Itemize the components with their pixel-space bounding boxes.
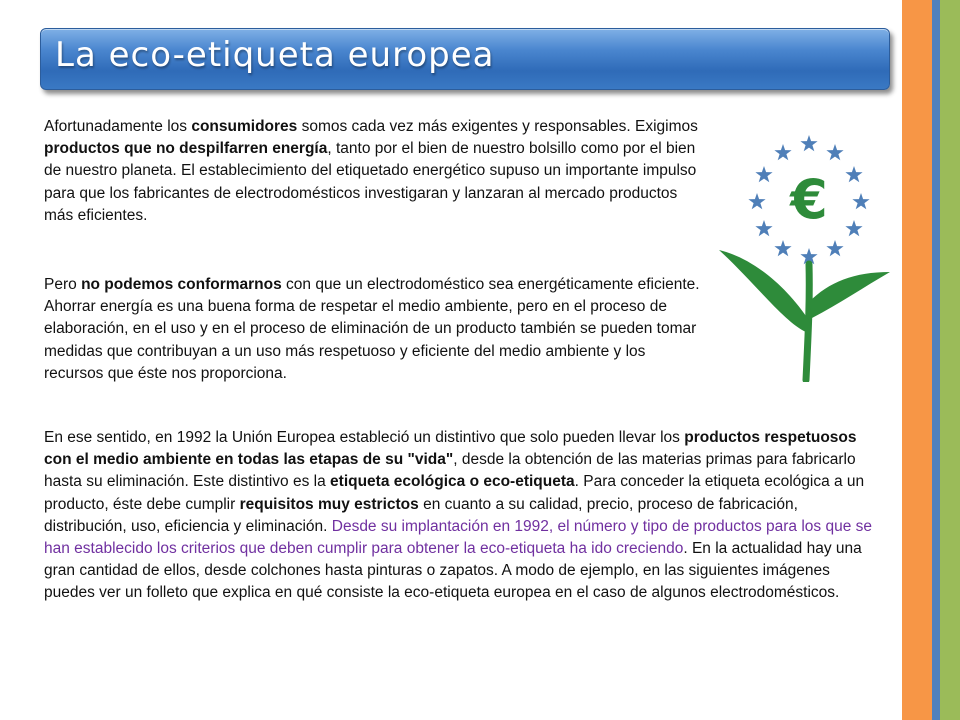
bold-run: requisitos muy estrictos bbox=[239, 495, 419, 513]
stem-and-leaves bbox=[719, 250, 890, 380]
bold-run: productos que no despilfarren energía bbox=[44, 140, 328, 158]
bold-run: etiqueta ecológica o eco-etiqueta bbox=[330, 473, 575, 491]
text-run: en cuanto a su calidad, precio, proceso de fabricación, distribución, uso, eficiencia y eliminación. bbox=[44, 495, 798, 535]
eu-flower-icon bbox=[714, 132, 894, 382]
text-run: . En la actualidad hay una gran cantidad de ellos, desde colchones hasta pinturas o zapatos. A modo de ejemplo, en las siguientes imágenes puedes ver un folleto que explica en qué consiste la eco-etiqueta europea en el caso de algunos electrodomésticos. bbox=[44, 540, 862, 602]
paragraph-not-conform bbox=[44, 274, 704, 385]
decor-stripe-green bbox=[940, 0, 960, 720]
text-run: Afortunadamente los bbox=[44, 118, 192, 135]
paragraph-eu-1992 bbox=[44, 427, 880, 605]
text-run: Pero bbox=[44, 276, 82, 293]
bold-run: consumidores bbox=[191, 118, 298, 135]
text-run: somos cada vez más exigentes y responsables. Exigimos bbox=[297, 118, 698, 135]
decor-stripe-orange bbox=[902, 0, 932, 720]
text-run: con que un electrodoméstico sea energéticamente eficiente. Ahorrar energía es una buena forma de respetar el medio ambiente, pero en el proceso de elaboración, en el uso y en el proceso de eliminación de un producto también se pueden tomar medidas que contribuyan a un uso más respetuoso y eficiente del medio ambiente y los recursos que éste nos proporciona. bbox=[44, 276, 700, 382]
text-run: En ese sentido, en 1992 la Unión Europea estableció un distintivo que solo pueden llevar los bbox=[44, 429, 685, 446]
highlight-run: Desde su implantación en 1992, el número y tipo de productos para los que se han establecido los criterios que deben cumplir para obtener la eco-etiqueta ha ido creciendo bbox=[44, 517, 873, 558]
euro-letter: € bbox=[790, 168, 828, 231]
paragraph-consumers bbox=[44, 116, 704, 227]
title-banner bbox=[40, 28, 890, 90]
text-run: . Para conceder la etiqueta ecológica a un producto, éste debe cumplir bbox=[44, 473, 865, 513]
text-run: , tanto por el bien de nuestro bolsillo como por el bien de nuestro planeta. El establecimiento del etiquetado energético supuso un importante impulso para que los fabricantes de electrodomésticos investigaran y lanzaran al mercado productos más eficientes. bbox=[44, 140, 697, 224]
bold-run: productos respetuosos con el medio ambiente en todas las etapas de su "vida" bbox=[44, 429, 857, 469]
text-run: , desde la obtención de las materias primas para fabricarlo hasta su eliminación. Este distintivo es la bbox=[44, 451, 856, 491]
page-title: La eco-etiqueta europea bbox=[55, 35, 495, 75]
bold-run: no podemos conformarnos bbox=[81, 276, 282, 293]
decor-stripe-blue bbox=[932, 0, 940, 720]
